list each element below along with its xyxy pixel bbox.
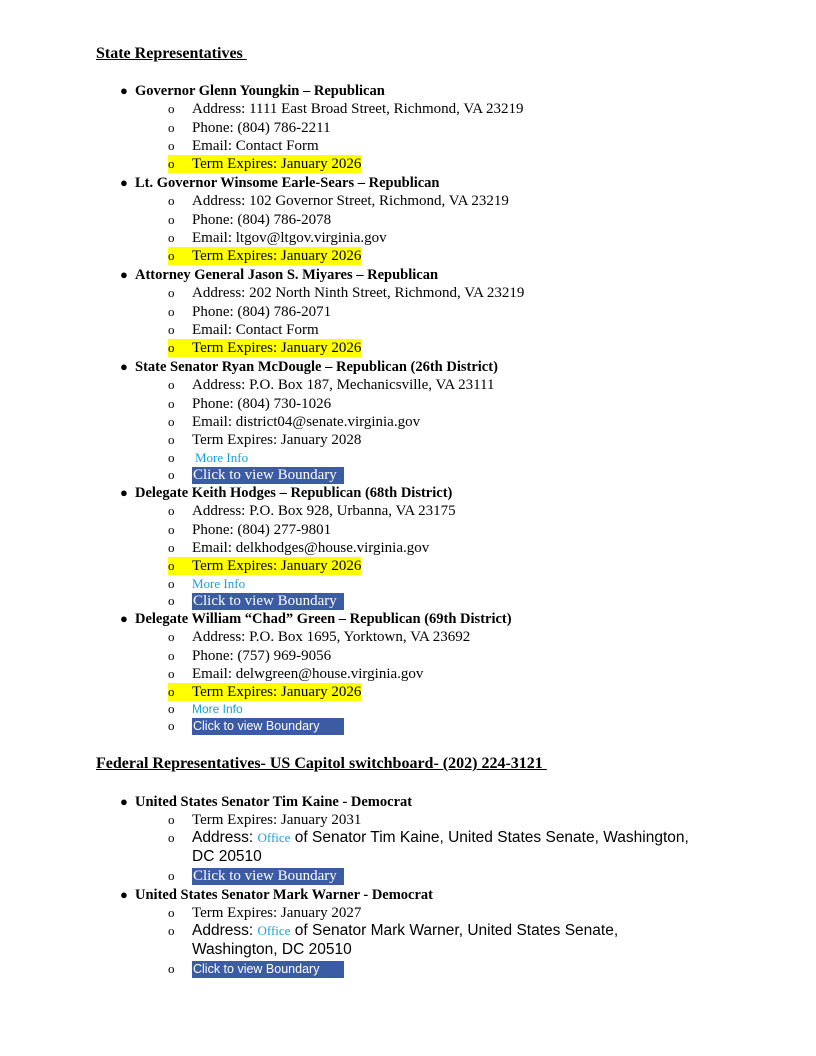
sub-bullet-icon: o bbox=[168, 666, 175, 681]
person-governor bbox=[120, 82, 385, 100]
person-senator-kaine bbox=[120, 793, 412, 811]
phone-text: Phone: (804) 730-1026 bbox=[192, 396, 332, 412]
person-delegate-hodges bbox=[120, 484, 452, 502]
sub-bullet-icon: o bbox=[168, 377, 175, 392]
email-text: Email: Contact Form bbox=[192, 138, 319, 154]
address-label: Address: bbox=[192, 922, 258, 939]
sub-bullet-icon: o bbox=[168, 340, 175, 355]
list-item bbox=[168, 502, 456, 520]
term-text: Term Expires: January 2026 bbox=[192, 558, 362, 574]
view-boundary-button[interactable]: Click to view Boundary bbox=[192, 961, 344, 978]
sub-bullet-icon: o bbox=[168, 961, 175, 976]
address-text: Address: 1111 East Broad Street, Richmond, VA 23219 bbox=[192, 101, 524, 117]
list-item bbox=[168, 867, 344, 885]
sub-bullet-icon: o bbox=[168, 193, 175, 208]
view-boundary-button[interactable]: Click to view Boundary bbox=[192, 868, 344, 885]
list-item bbox=[168, 376, 495, 394]
state-representatives-heading: State Representatives bbox=[96, 45, 247, 62]
office-link[interactable]: Office bbox=[257, 923, 291, 938]
bullet-icon: ● bbox=[120, 267, 128, 282]
sub-bullet-icon: o bbox=[168, 450, 175, 465]
list-item bbox=[168, 628, 470, 646]
more-info-link[interactable]: More Info bbox=[192, 576, 246, 591]
person-name: Delegate Keith Hodges – Republican (68th District) bbox=[135, 485, 453, 501]
address-text: Address: P.O. Box 187, Mechanicsville, VA 23111 bbox=[192, 377, 495, 393]
address-text: of Senator Mark Warner, United States Senate, bbox=[290, 922, 619, 939]
list-item bbox=[168, 521, 331, 539]
view-boundary-button[interactable]: Click to view Boundary bbox=[192, 467, 344, 484]
address-text-continued: DC 20510 bbox=[192, 848, 262, 865]
list-item bbox=[168, 284, 524, 302]
sub-bullet-icon: o bbox=[168, 593, 175, 608]
list-item bbox=[168, 960, 344, 978]
sub-bullet-icon: o bbox=[168, 629, 175, 644]
sub-bullet-icon: o bbox=[168, 304, 175, 319]
person-name: Attorney General Jason S. Miyares – Republican bbox=[135, 267, 439, 283]
list-item bbox=[168, 211, 331, 229]
view-boundary-button[interactable]: Click to view Boundary bbox=[192, 593, 344, 610]
term-text: Term Expires: January 2026 bbox=[192, 248, 362, 264]
list-item bbox=[168, 683, 361, 701]
person-state-senator bbox=[120, 358, 498, 376]
sub-bullet-icon: o bbox=[168, 156, 175, 171]
person-delegate-green bbox=[120, 610, 512, 628]
bullet-icon: ● bbox=[120, 175, 128, 190]
term-text: Term Expires: January 2031 bbox=[192, 812, 362, 828]
office-link[interactable]: Office bbox=[257, 830, 291, 845]
list-item bbox=[168, 466, 344, 484]
term-text: Term Expires: January 2026 bbox=[192, 684, 362, 700]
list-item bbox=[168, 665, 423, 683]
list-item bbox=[168, 539, 429, 557]
bullet-icon: ● bbox=[120, 794, 128, 809]
list-item bbox=[168, 717, 344, 735]
term-text: Term Expires: January 2027 bbox=[192, 905, 362, 921]
view-boundary-button[interactable]: Click to view Boundary bbox=[192, 718, 344, 735]
sub-bullet-icon: o bbox=[168, 576, 175, 591]
phone-text: Phone: (757) 969-9056 bbox=[192, 648, 332, 664]
list-item bbox=[168, 137, 319, 155]
address-text: Address: 102 Governor Street, Richmond, VA 23219 bbox=[192, 193, 509, 209]
list-item bbox=[168, 829, 689, 847]
list-item bbox=[168, 431, 361, 449]
person-attorney-general bbox=[120, 266, 438, 284]
more-info-link[interactable]: More Info bbox=[195, 450, 249, 465]
list-item bbox=[168, 592, 344, 610]
address-text-continued: Washington, DC 20510 bbox=[192, 941, 352, 958]
person-name: United States Senator Mark Warner - Democrat bbox=[135, 887, 434, 903]
phone-text: Phone: (804) 786-2071 bbox=[192, 304, 332, 320]
email-text: Email: Contact Form bbox=[192, 322, 319, 338]
sub-bullet-icon: o bbox=[168, 558, 175, 573]
list-item bbox=[168, 647, 331, 665]
list-item bbox=[168, 922, 618, 940]
list-item bbox=[168, 395, 331, 413]
list-item bbox=[168, 413, 420, 431]
list-item bbox=[168, 100, 524, 118]
address-label: Address: bbox=[192, 829, 258, 846]
bullet-icon: ● bbox=[120, 359, 128, 374]
phone-text: Phone: (804) 277-9801 bbox=[192, 522, 332, 538]
list-item bbox=[168, 449, 248, 467]
list-item bbox=[168, 155, 361, 173]
list-item bbox=[168, 247, 361, 265]
list-item bbox=[168, 339, 361, 357]
more-info-link[interactable]: More Info bbox=[192, 702, 243, 716]
sub-bullet-icon: o bbox=[168, 285, 175, 300]
sub-bullet-icon: o bbox=[168, 248, 175, 263]
sub-bullet-icon: o bbox=[168, 718, 175, 733]
bullet-icon: ● bbox=[120, 83, 128, 98]
sub-bullet-icon: o bbox=[168, 414, 175, 429]
email-text: Email: delwgreen@house.virginia.gov bbox=[192, 666, 424, 682]
term-text: Term Expires: January 2026 bbox=[192, 156, 362, 172]
sub-bullet-icon: o bbox=[168, 812, 175, 827]
sub-bullet-icon: o bbox=[168, 905, 175, 920]
sub-bullet-icon: o bbox=[168, 138, 175, 153]
address-text: Address: P.O. Box 928, Urbanna, VA 23175 bbox=[192, 503, 456, 519]
sub-bullet-icon: o bbox=[168, 503, 175, 518]
person-name: Lt. Governor Winsome Earle-Sears – Republican bbox=[135, 175, 440, 191]
list-item bbox=[168, 192, 509, 210]
sub-bullet-icon: o bbox=[168, 432, 175, 447]
list-item bbox=[168, 119, 331, 137]
sub-bullet-icon: o bbox=[168, 701, 175, 716]
email-text: Email: ltgov@ltgov.virginia.gov bbox=[192, 230, 387, 246]
person-name: Governor Glenn Youngkin – Republican bbox=[135, 83, 385, 99]
sub-bullet-icon: o bbox=[168, 830, 175, 845]
sub-bullet-icon: o bbox=[168, 467, 175, 482]
sub-bullet-icon: o bbox=[168, 322, 175, 337]
bullet-icon: ● bbox=[120, 887, 128, 902]
list-item bbox=[168, 229, 387, 247]
address-text: of Senator Tim Kaine, United States Senate, Washington, bbox=[290, 829, 689, 846]
email-text: Email: district04@senate.virginia.gov bbox=[192, 414, 421, 430]
person-name: State Senator Ryan McDougle – Republican (26th District) bbox=[135, 359, 498, 375]
term-text: Term Expires: January 2028 bbox=[192, 432, 362, 448]
sub-bullet-icon: o bbox=[168, 648, 175, 663]
bullet-icon: ● bbox=[120, 485, 128, 500]
sub-bullet-icon: o bbox=[168, 684, 175, 699]
person-senator-warner bbox=[120, 886, 433, 904]
address-text: Address: 202 North Ninth Street, Richmond, VA 23219 bbox=[192, 285, 525, 301]
list-item bbox=[168, 303, 331, 321]
sub-bullet-icon: o bbox=[168, 923, 175, 938]
term-text: Term Expires: January 2026 bbox=[192, 340, 362, 356]
address-text: Address: P.O. Box 1695, Yorktown, VA 23692 bbox=[192, 629, 471, 645]
sub-bullet-icon: o bbox=[168, 212, 175, 227]
person-name: Delegate William “Chad” Green – Republican (69th District) bbox=[135, 611, 512, 627]
email-text: Email: delkhodges@house.virginia.gov bbox=[192, 540, 430, 556]
phone-text: Phone: (804) 786-2211 bbox=[192, 120, 331, 136]
person-lt-governor bbox=[120, 174, 440, 192]
list-item bbox=[168, 557, 361, 575]
sub-bullet-icon: o bbox=[168, 540, 175, 555]
sub-bullet-icon: o bbox=[168, 230, 175, 245]
phone-text: Phone: (804) 786-2078 bbox=[192, 212, 332, 228]
person-name: United States Senator Tim Kaine - Democrat bbox=[135, 794, 413, 810]
list-item bbox=[168, 700, 243, 718]
list-item bbox=[168, 904, 361, 922]
list-item bbox=[168, 575, 245, 593]
list-item bbox=[168, 811, 361, 829]
sub-bullet-icon: o bbox=[168, 868, 175, 883]
federal-representatives-heading: Federal Representatives- US Capitol switchboard- (202) 224-3121 bbox=[96, 755, 547, 772]
list-item bbox=[168, 321, 319, 339]
bullet-icon: ● bbox=[120, 611, 128, 626]
sub-bullet-icon: o bbox=[168, 522, 175, 537]
sub-bullet-icon: o bbox=[168, 120, 175, 135]
sub-bullet-icon: o bbox=[168, 101, 175, 116]
sub-bullet-icon: o bbox=[168, 396, 175, 411]
